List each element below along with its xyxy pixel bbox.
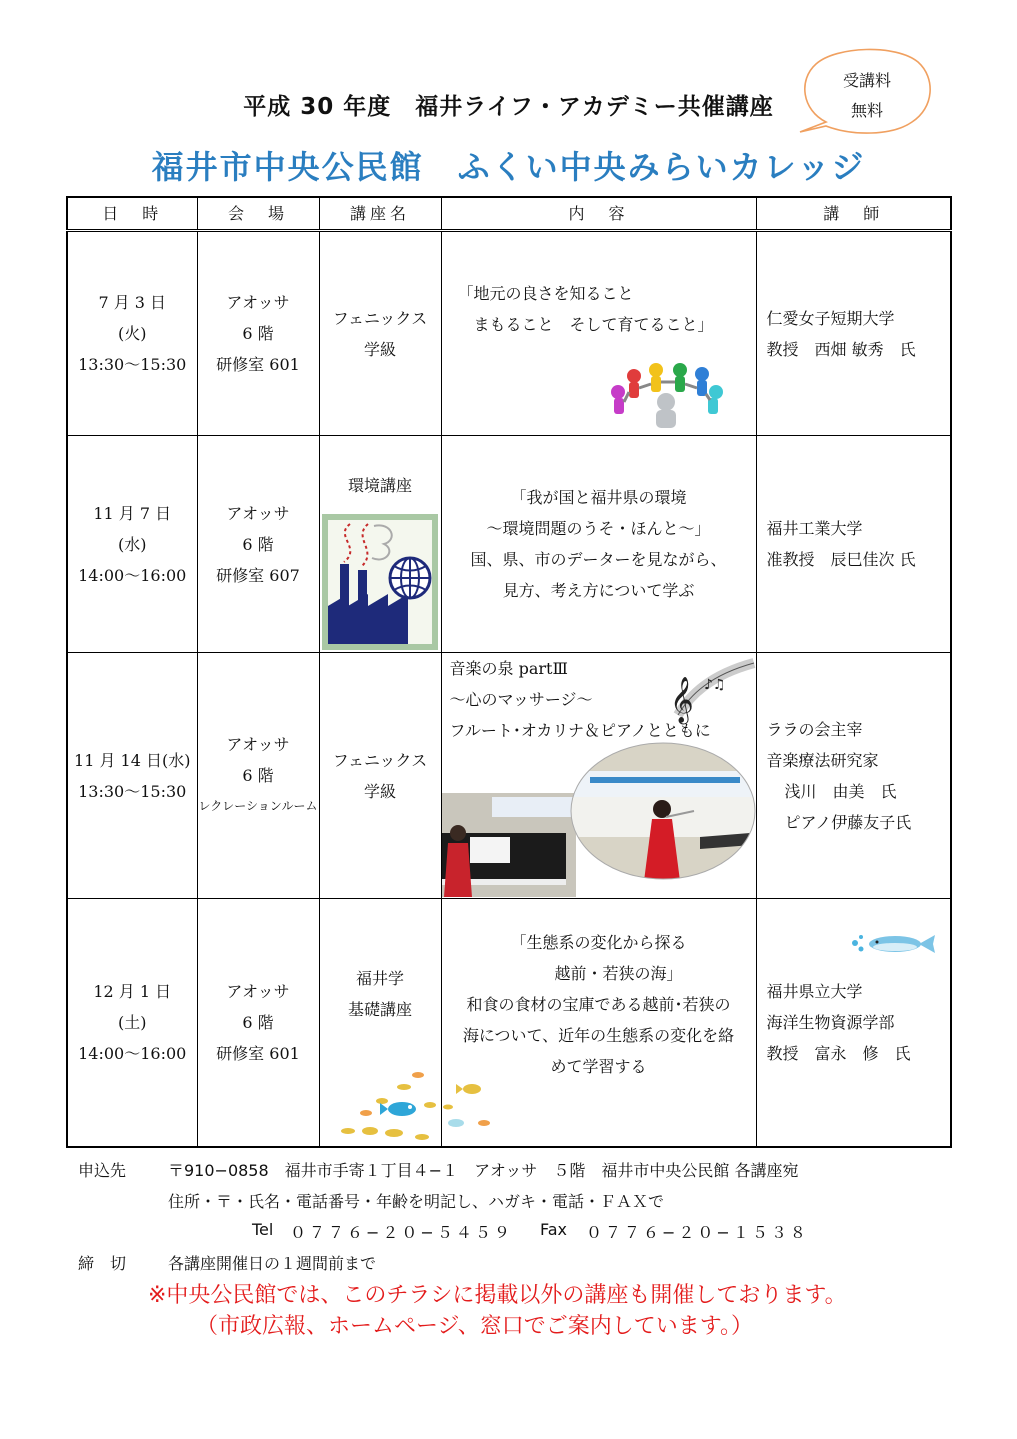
lecturer-cell <box>756 653 951 899</box>
course-cell <box>319 436 441 653</box>
content-cell <box>441 653 756 899</box>
fax-label: Fax <box>540 1220 568 1239</box>
day: (水) <box>118 534 147 554</box>
lecturer-department: 海洋生物資源学部 <box>766 1013 895 1032</box>
course-cell <box>319 899 441 1147</box>
venue-building: アオッサ <box>226 981 290 1001</box>
content-line: 見方、考え方について学ぶ <box>502 581 695 600</box>
venue-room: レクレーションルーム <box>198 799 318 813</box>
page-subtitle: 平成 30 年度 福井ライフ・アカデミー共催講座 <box>243 94 774 120</box>
venue-building: アオッサ <box>226 735 290 754</box>
datetime-cell <box>67 436 197 653</box>
fee-text <box>820 66 914 126</box>
fish-icon <box>849 929 939 959</box>
venue-cell <box>197 899 319 1147</box>
svg-text:𝄞: 𝄞 <box>669 677 694 723</box>
fish-school-illustration <box>330 1067 442 1145</box>
venue-cell <box>197 436 319 653</box>
lecturer-name: 教授 西畑 敏秀 氏 <box>766 339 916 359</box>
people-ring <box>611 363 723 428</box>
content-line: フルート･オカリナ＆ピアノとともに <box>449 721 711 740</box>
fee-value: 無料 <box>850 101 883 120</box>
lecturer-affiliation: 福井工業大学 <box>766 519 863 538</box>
course-cell <box>319 231 441 436</box>
venue-room: 研修室 601 <box>216 1043 300 1063</box>
lecturer-affiliation: 仁愛女子短期大学 <box>766 308 895 328</box>
time: 14:00〜16:00 <box>78 565 187 585</box>
fax-number: ０７７６−２０−１５３８ <box>586 1223 809 1242</box>
date: 12 月 1 日 <box>93 981 172 1001</box>
course-name: 環境講座 <box>347 476 412 495</box>
header-datetime: 日 時 <box>67 197 197 231</box>
day: (土) <box>118 1012 147 1032</box>
fee-label: 受講料 <box>842 71 891 90</box>
day: (火) <box>118 324 147 343</box>
apply-label: 申込先 <box>78 1161 127 1180</box>
lecturer-cell <box>756 231 951 436</box>
lecturer-cell <box>756 436 951 653</box>
content-line: めて学習する <box>550 1056 647 1076</box>
venue-cell <box>197 231 319 436</box>
lecturer-cell <box>756 899 951 1147</box>
course-name-2: 学級 <box>363 781 396 801</box>
piano-photo <box>442 793 576 897</box>
datetime-cell <box>67 899 197 1147</box>
content-line: 和食の食材の宝庫である越前･若狭の <box>466 994 731 1014</box>
content-line: 「生態系の変化から探る <box>510 932 687 952</box>
table-row <box>67 653 951 899</box>
lecturer-name: 教授 富永 修 氏 <box>766 1044 911 1063</box>
lecturer-title: 音楽療法研究家 <box>766 750 879 770</box>
tel-label: Tel <box>252 1220 274 1239</box>
venue-room: 研修室 601 <box>216 355 300 374</box>
notice-line-1: ※中央公民館では、このチラシに掲載以外の講座も開催しております。 <box>148 1283 847 1308</box>
datetime-cell <box>67 231 197 436</box>
date: 11 月 14 日(水) <box>74 750 191 770</box>
course-name-2: 学級 <box>363 339 396 359</box>
venue-room: 研修室 607 <box>216 565 300 585</box>
venue-building: アオッサ <box>226 293 290 312</box>
lecturer-affiliation: ララの会主宰 <box>766 719 863 739</box>
course-name: フェニックス <box>332 750 428 770</box>
content-cell <box>441 899 756 1147</box>
flute-performance-photo <box>570 741 756 881</box>
lecturer-name-2: ピアノ伊藤友子氏 <box>784 812 912 832</box>
venue-floor: 6 階 <box>242 324 274 343</box>
course-name: 福井学 <box>355 969 404 988</box>
table-row <box>67 899 951 1147</box>
lecturer-name: 浅川 由美 氏 <box>784 781 897 801</box>
content-line: 「地元の良さを知ること <box>457 283 634 303</box>
content-line: 音楽の泉 partⅢ <box>449 659 568 678</box>
content-line: 越前・若狭の海」 <box>554 963 683 983</box>
course-name-2: 基礎講座 <box>347 1000 412 1019</box>
lecturer-affiliation: 福井県立大学 <box>766 982 863 1001</box>
date: 7 月 3 日 <box>98 293 167 312</box>
date: 11 月 7 日 <box>93 503 172 523</box>
notice-line-2: （市政広報、ホームページ、窓口でご案内しています。） <box>196 1314 754 1339</box>
venue-cell <box>197 653 319 899</box>
course-name: フェニックス <box>332 308 428 328</box>
apply-note: 住所・〒・氏名・電話番号・年齢を明記し、ハガキ・電話・ＦＡＸで <box>168 1192 665 1211</box>
content-line: 国、県、市のデーターを見ながら、 <box>470 550 727 569</box>
svg-text:♪♫: ♪♫ <box>703 677 725 693</box>
table-row <box>67 231 951 436</box>
content-line: まもること そして育てること」 <box>457 314 714 334</box>
page-title: 福井市中央公民館 ふくい中央みらいカレッジ <box>151 148 866 186</box>
content-cell <box>441 231 756 436</box>
header-content: 内 容 <box>441 197 756 231</box>
lecturer-name: 准教授 辰巳佳次 氏 <box>766 550 916 569</box>
venue-floor: 6 階 <box>242 534 274 554</box>
datetime-cell <box>67 653 197 899</box>
header-venue: 会 場 <box>197 197 319 231</box>
content-line: 海について、近年の生態系の変化を絡 <box>462 1025 735 1045</box>
deadline-label: 締 切 <box>78 1254 127 1273</box>
content-line: 〜環境問題のうそ・ほんと〜」 <box>486 519 711 538</box>
content-cell <box>441 436 756 653</box>
venue-floor: 6 階 <box>242 766 274 785</box>
people-circle-illustration <box>604 362 730 430</box>
venue-floor: 6 階 <box>242 1012 274 1032</box>
fish-school-illustration-2 <box>442 1067 498 1145</box>
table-header-row <box>67 197 951 231</box>
time: 13:30〜15:30 <box>78 781 187 801</box>
tel-number: ０７７６−２０−５４５９ <box>290 1223 513 1242</box>
header-course: 講座名 <box>319 197 441 231</box>
schedule-table <box>66 196 952 1148</box>
header-lecturer: 講 師 <box>756 197 951 231</box>
content-line: 「我が国と福井県の環境 <box>510 488 687 507</box>
factory-globe-illustration <box>322 514 438 650</box>
content-line: 〜心のマッサージ〜 <box>449 690 593 709</box>
table-row <box>67 436 951 653</box>
venue-building: アオッサ <box>226 503 290 523</box>
apply-address: 〒910−0858 福井市手寄１丁目４−１ アオッサ ５階 福井市中央公民館 各講座宛 <box>168 1161 799 1180</box>
course-cell <box>319 653 441 899</box>
time: 13:30〜15:30 <box>78 355 187 374</box>
time: 14:00〜16:00 <box>78 1043 187 1063</box>
deadline-text: 各講座開催日の１週間前まで <box>168 1254 377 1273</box>
